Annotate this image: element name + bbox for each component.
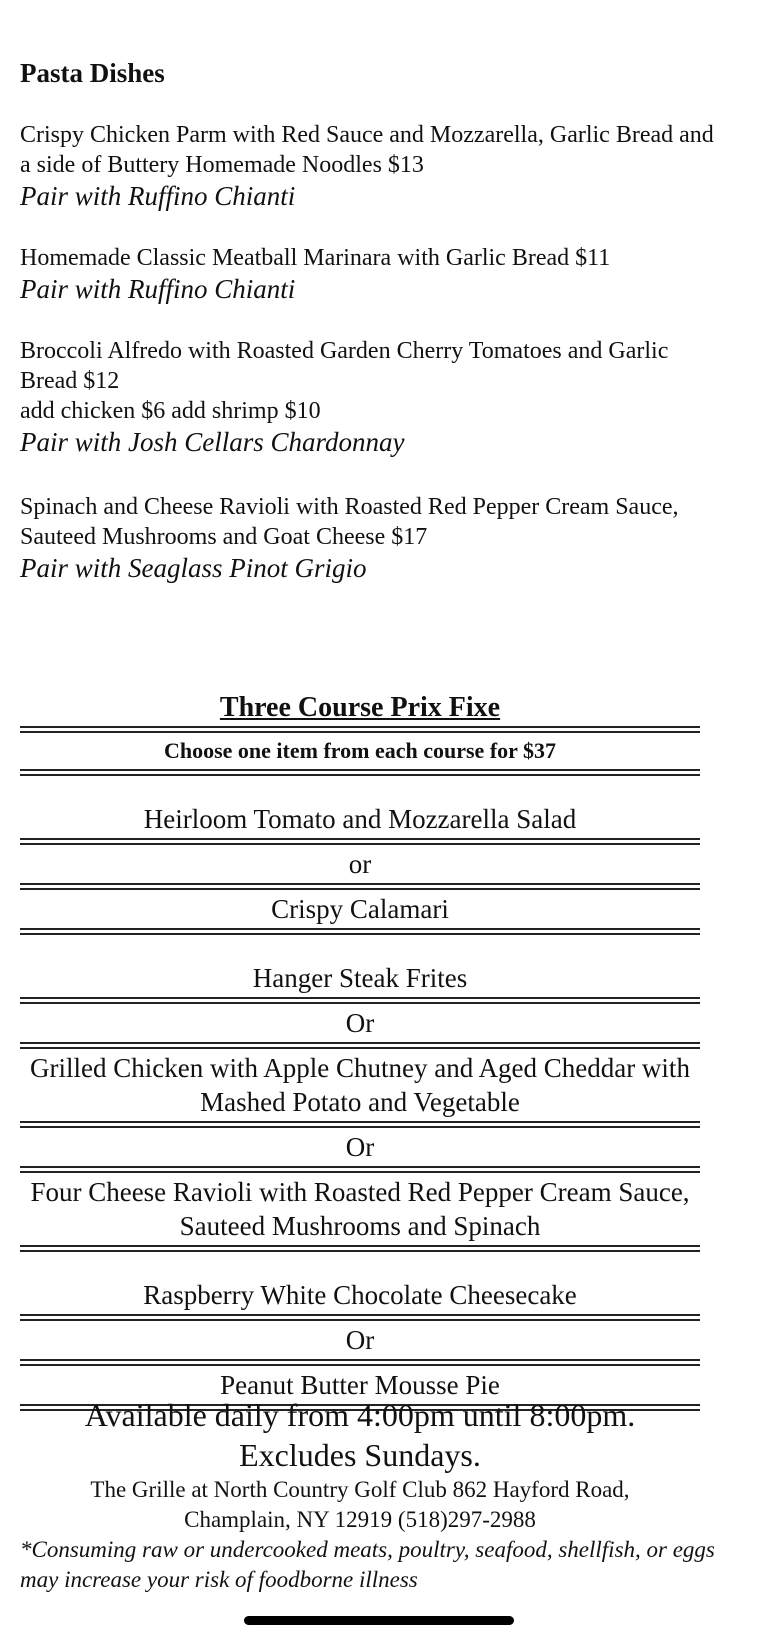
divider (20, 769, 700, 776)
course-option: Crispy Calamari (271, 894, 449, 924)
divider (20, 928, 700, 935)
exclusion-text: Excludes Sundays. (239, 1437, 481, 1473)
divider (20, 1042, 700, 1049)
dish-item (20, 120, 720, 212)
course-or: Or (345, 1132, 375, 1162)
course-or: Or (345, 1008, 375, 1038)
availability-text: Available daily from 4:00pm until 8:00pm. (84, 1397, 636, 1433)
prix-fixe-subtitle: Choose one item from each course for $37 (163, 738, 557, 763)
divider (20, 1166, 700, 1173)
course-option: Heirloom Tomato and Mozzarella Salad (143, 804, 577, 834)
divider (20, 1314, 700, 1321)
dish-description: Spinach and Cheese Ravioli with Roasted Red Pepper Cream Sauce, Sauteed Mushrooms and Goat Cheese $17 (20, 494, 679, 550)
wine-pairing: Pair with Ruffino Chianti (20, 181, 296, 211)
home-indicator[interactable] (244, 1616, 514, 1625)
dish-description: Homemade Classic Meatball Marinara with Garlic Bread $11 (20, 245, 611, 271)
course-or: Or (345, 1325, 375, 1355)
footer (10, 1395, 710, 1535)
address-line: Champlain, NY 12919 (518)297-2988 (184, 1507, 536, 1532)
course-option: Peanut Butter Mousse Pie (220, 1370, 500, 1400)
divider (20, 726, 700, 733)
divider (20, 1121, 700, 1128)
divider (20, 883, 700, 890)
divider (20, 838, 700, 845)
wine-pairing: Pair with Josh Cellars Chardonnay (20, 427, 405, 457)
divider (20, 997, 700, 1004)
course-option: Grilled Chicken with Apple Chutney and Aged Cheddar with Mashed Potato and Vegetable (30, 1053, 690, 1117)
wine-pairing: Pair with Ruffino Chianti (20, 274, 296, 304)
course-option: Four Cheese Ravioli with Roasted Red Pepper Cream Sauce, Sauteed Mushrooms and Spinach (30, 1177, 690, 1241)
divider (20, 1245, 700, 1252)
food-safety-warning: *Consuming raw or undercooked meats, poultry, seafood, shellfish, or eggs may increase your risk of foodborne illness (20, 1537, 715, 1592)
dish-description: Broccoli Alfredo with Roasted Garden Cherry Tomatoes and Garlic Bread $12 (20, 338, 669, 394)
dish-item (20, 243, 720, 305)
address-line: The Grille at North Country Golf Club 862 Hayford Road, (90, 1477, 630, 1502)
divider (20, 1359, 700, 1366)
course-or: or (348, 849, 372, 879)
wine-pairing: Pair with Seaglass Pinot Grigio (20, 553, 367, 583)
dish-description: Crispy Chicken Parm with Red Sauce and Mozzarella, Garlic Bread and a side of Buttery Homemade Noodles $13 (20, 122, 714, 178)
course-option: Raspberry White Chocolate Cheesecake (143, 1280, 577, 1310)
dish-item (20, 336, 720, 458)
section-title: Pasta Dishes (20, 58, 165, 88)
prix-fixe-title: Three Course Prix Fixe (219, 692, 501, 723)
dish-addons: add chicken $6 add shrimp $10 (20, 398, 321, 424)
course-option: Hanger Steak Frites (252, 963, 468, 993)
prix-fixe-table (20, 690, 700, 1411)
dish-item (20, 492, 720, 584)
